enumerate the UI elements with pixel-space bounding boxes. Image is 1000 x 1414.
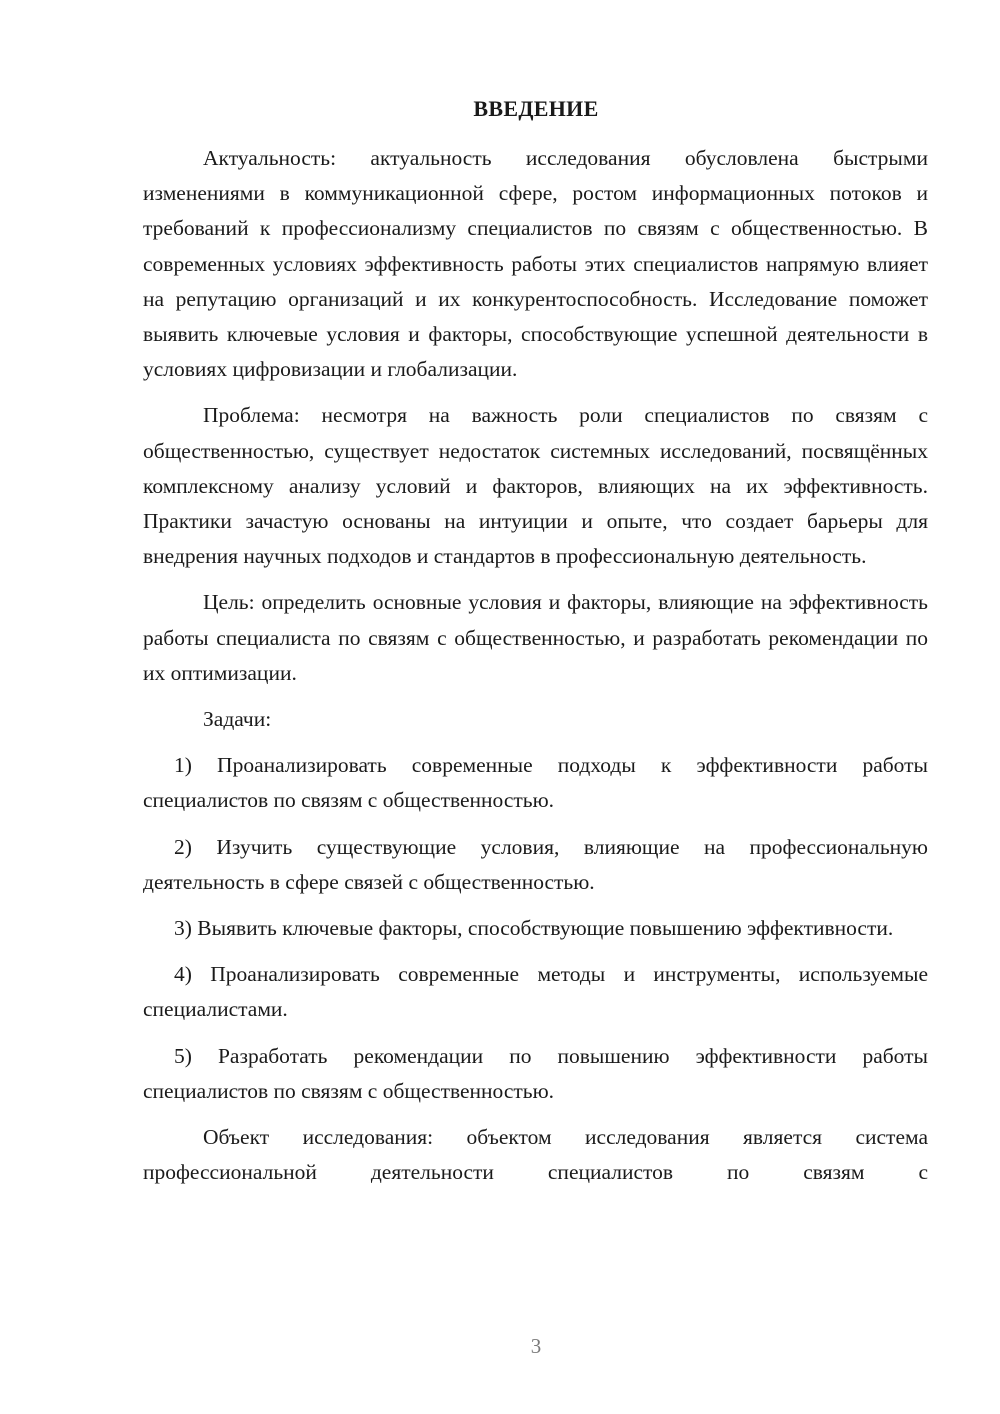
task-item-4: 4) Проанализировать современные методы и инструменты, используемые специалистами. [143,962,928,1022]
paragraph-object: Объект исследования: объектом исследования является система профессиональной деятельности специалистов по связям с [143,1125,928,1185]
paragraph-problem: Проблема: несмотря на важность роли специалистов по связям с общественностью, существует недостаток системных исследований, посвящённых комплексному анализу условий и факторов, влияющих на их эффективность. Практики зачастую основаны на интуиции и опыте, что создает барьеры для внедрения научных подходов и стандартов в профессиональную деятельность. [143,403,928,569]
paragraph-relevance: Актуальность: актуальность исследования обусловлена быстрыми изменениями в коммуникационной сфере, ростом информационных потоков и требований к профессионализму специалистов по связям с общественностью. В современных условиях эффективность работы этих специалистов напрямую влияет на репутацию организаций и их конкурентоспособность. Исследование поможет выявить ключевые условия и факторы, способствующие успешной деятельности в условиях цифровизации и глобализации. [143,146,928,382]
section-title: ВВЕДЕНИЕ [473,96,599,121]
task-item-5: 5) Разработать рекомендации по повышению эффективности работы специалистов по связям с общественностью. [143,1043,928,1103]
page-number: 3 [530,1334,542,1358]
task-item-3: 3) Выявить ключевые факторы, способствующие повышению эффективности. [174,916,894,941]
task-item-2: 2) Изучить существующие условия, влияющие на профессиональную деятельность в сфере связей с общественностью. [143,834,928,894]
document-body [143,141,928,1201]
paragraph-goal: Цель: определить основные условия и факторы, влияющие на эффективность работы специалиста по связям с общественностью, и разработать рекомендации по их оптимизации. [143,590,928,685]
task-item-1: 1) Проанализировать современные подходы к эффективности работы специалистов по связям с общественностью. [143,753,928,813]
paragraph-tasks-heading: Задачи: [203,707,272,732]
